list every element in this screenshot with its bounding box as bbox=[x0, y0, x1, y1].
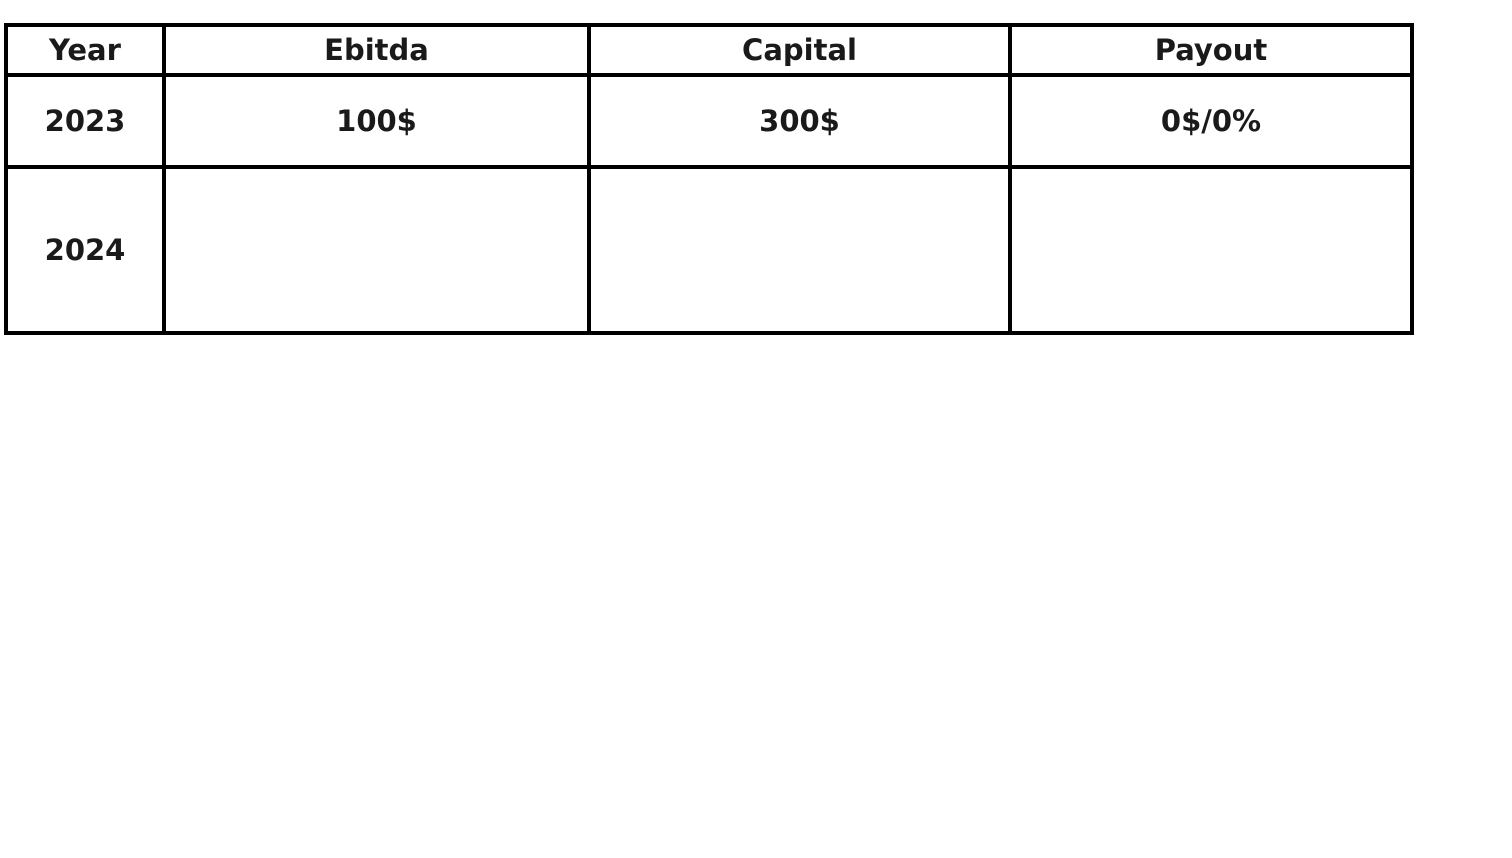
header-capital: Capital bbox=[589, 25, 1010, 75]
header-payout: Payout bbox=[1010, 25, 1412, 75]
cell-year: 2023 bbox=[6, 75, 164, 167]
cell-capital: 300$ bbox=[589, 75, 1010, 167]
table-row bbox=[6, 75, 1412, 167]
cell-payout: 0$/0% bbox=[1010, 75, 1412, 167]
financial-table bbox=[4, 23, 1414, 335]
cell-capital bbox=[589, 167, 1010, 333]
cell-payout bbox=[1010, 167, 1412, 333]
header-year: Year bbox=[6, 25, 164, 75]
cell-ebitda bbox=[164, 167, 589, 333]
header-ebitda: Ebitda bbox=[164, 25, 589, 75]
cell-ebitda: 100$ bbox=[164, 75, 589, 167]
table-header-row bbox=[6, 25, 1412, 75]
table-row bbox=[6, 167, 1412, 333]
cell-year: 2024 bbox=[6, 167, 164, 333]
